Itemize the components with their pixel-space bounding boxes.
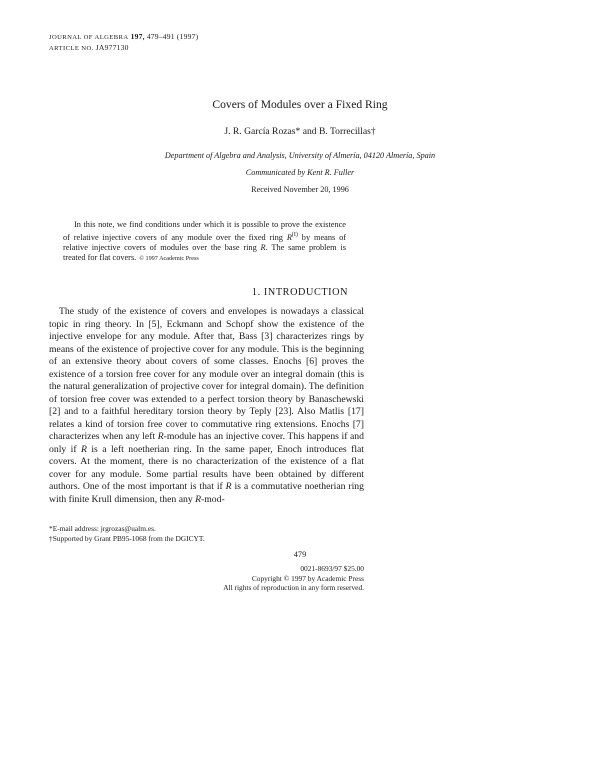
copyright-line: Copyright © 1997 by Academic Press <box>251 573 364 583</box>
body-text-4: is a commutative noetherian ring with finite Krull dimension, then any <box>49 481 364 505</box>
abstract-text-2: by means of relative injective covers of modules over the base ring <box>63 232 346 253</box>
body-symbol-r2: R <box>81 443 87 455</box>
abstract-superscript: (I) <box>291 232 298 239</box>
body-text-5: -mod- <box>201 493 225 505</box>
paper-authors: J. R. García Rozas* and B. Torrecillas† <box>224 126 376 137</box>
abstract-ring-symbol: R <box>286 232 292 242</box>
body-symbol-r1: R <box>157 431 164 442</box>
journal-volume: 197, <box>130 32 145 41</box>
body-text-2: -module has an injective cover. This happens if and only if <box>49 431 364 455</box>
paper-title: Covers of Modules over a Fixed Ring <box>212 98 388 111</box>
article-id: JA977130 <box>95 43 129 52</box>
footnotes <box>49 524 205 543</box>
abstract-copyright: © 1997 Academic Press <box>139 255 199 263</box>
rights-block <box>223 564 364 593</box>
rights-reserved: All rights of reproduction in any form reserved. <box>223 583 364 593</box>
abstract-text-1: In this note, we find conditions under which it is possible to prove the existence of relative injective covers of any module over the fixed ring <box>63 220 346 242</box>
introduction-paragraph <box>49 306 364 506</box>
affiliation: Department of Algebra and Analysis, University of Almería, 04120 Almería, Spain <box>164 151 436 160</box>
body-symbol-r3: R <box>225 481 232 492</box>
abstract-text-3: . The same problem is treated for flat covers. <box>63 243 346 263</box>
body-text-3: is a left noetherian ring. In the same paper, Enoch introduces flat covers. At the moment, there is no characterization of the existence of a flat cover for any module. Some partial results have been obtained by different authors. One of the most important is that if <box>49 443 364 492</box>
page-number: 479 <box>293 550 307 559</box>
journal-citation <box>49 32 198 43</box>
footnote-grant: †Supported by Grant PB95-1068 from the DGICYT. <box>49 533 205 543</box>
body-text-1: The study of the existence of covers and envelopes is nowadays a classical topic in ring theory. In [5], Eckmann and Schopf show the existence of the injective envelope for any module. After that, Bass [3] characterizes rings by means of the existence of projective cover for any module. This is the beginning of an extensive theory about covers of some classes. Enochs [6] proves the existence of a torsion free cover for any module over an integral domain (this is the natural generalization of projective cover for integral domain). The definition of torsion free cover was extended to a perfect torsion theory by Banaschewski [2] and to a faithful hereditary torsion theory by Teply [23]. Also Matlis [17] relates a kind of torsion free cover to commutative ring extensions. Enochs [7] characterizes when any left <box>49 306 364 442</box>
section-heading: 1. INTRODUCTION <box>251 287 349 298</box>
journal-header <box>49 32 198 54</box>
article-label: ARTICLE NO. <box>49 45 94 52</box>
abstract <box>63 220 346 265</box>
price-code: 0021-8693/97 $25.00 <box>300 564 364 573</box>
journal-pages-year: 479–491 (1997) <box>146 32 199 41</box>
article-number <box>49 43 198 54</box>
received-date: Received November 20, 1996 <box>251 185 349 194</box>
body-symbol-r4: R <box>195 493 202 505</box>
journal-name: JOURNAL OF ALGEBRA <box>49 34 129 41</box>
abstract-ring-symbol-2: R <box>260 243 266 253</box>
communicated-by: Communicated by Kent R. Fuller <box>245 168 355 177</box>
footnote-email: *E-mail address: jrgrozas@ualm.es. <box>49 524 156 533</box>
